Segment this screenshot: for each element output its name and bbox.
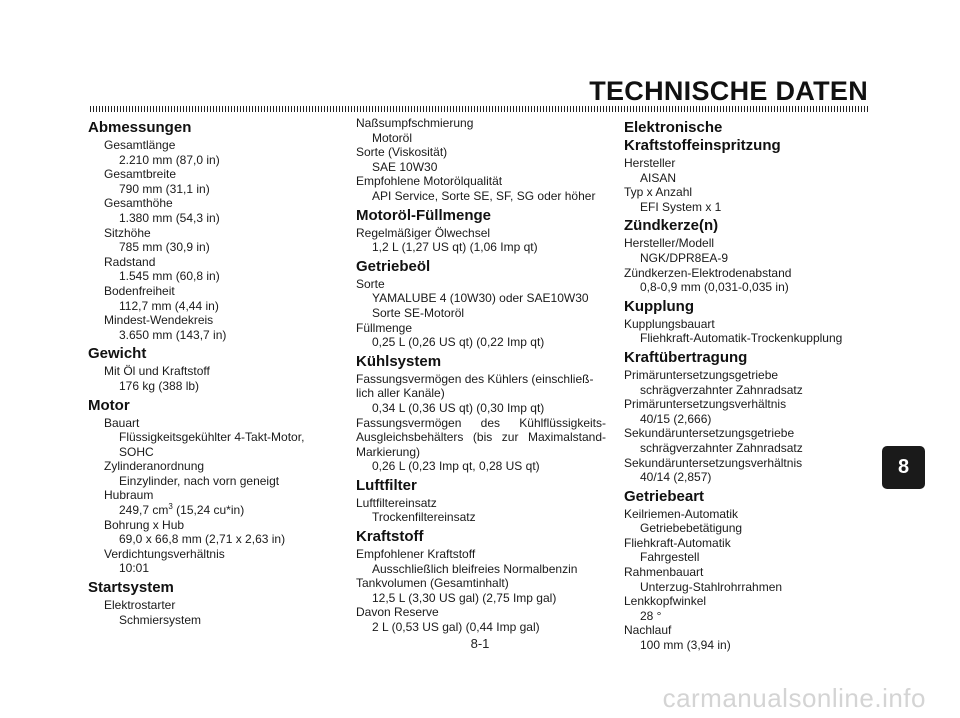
spec-label: Sorte (356, 276, 385, 291)
spec-label: Sitzhöhe (104, 225, 151, 240)
spec-label: Kupplungsbauart (624, 316, 715, 331)
title-rule (90, 106, 870, 112)
spec-label: Tankvolumen (Gesamtinhalt) (356, 576, 509, 591)
spec-value: 0,26 L (0,23 Imp qt, 0,28 US qt) (372, 459, 540, 474)
spec-value: 2.210 mm (87,0 in) (119, 152, 220, 167)
section-luftfilter: Luftfilter (356, 476, 417, 494)
section-kuehlsystem: Kühlsystem (356, 352, 442, 370)
spec-label: Luftfiltereinsatz (356, 495, 437, 510)
spec-label: Hersteller (624, 156, 676, 170)
spec-value: Sorte SE-Motoröl (372, 305, 465, 320)
spec-label: lich aller Kanäle) (356, 386, 445, 401)
spec-label: Keilriemen-Automatik (624, 506, 739, 521)
column-right (624, 116, 874, 653)
spec-label: Sorte (Viskosität) (356, 145, 448, 160)
column-middle (356, 116, 606, 635)
spec-label: Zylinderanordnung (104, 459, 205, 474)
spec-label: Empfohlene Motorölqualität (356, 174, 503, 189)
section-zuendkerze: Zündkerze(n) (624, 217, 719, 235)
spec-label: Naßsumpfschmierung (356, 116, 474, 130)
spec-label: Ausgleichsbehälters (bis zur Maximalstand- (356, 430, 606, 445)
spec-value: 1.545 mm (60,8 in) (119, 269, 220, 284)
chapter-tab[interactable]: 8 (882, 446, 925, 489)
spec-value: Einzylinder, nach vorn geneigt (119, 473, 280, 488)
spec-label: Bohrung x Hub (104, 517, 185, 532)
spec-value: 112,7 mm (4,44 in) (119, 298, 219, 313)
spec-value: Fliehkraft-Automatik-Trockenkupplung (640, 331, 843, 346)
section-motor: Motor (88, 396, 130, 414)
spec-value: 40/15 (2,666) (640, 411, 712, 426)
spec-value: 0,34 L (0,36 US qt) (0,30 Imp qt) (372, 400, 545, 415)
section-abmessungen: Abmessungen (88, 119, 192, 136)
spec-value: 1,2 L (1,27 US qt) (1,06 Imp qt) (372, 240, 538, 255)
spec-value: 1.380 mm (54,3 in) (119, 210, 220, 225)
hubraum-value-a: 249,7 cm (119, 503, 169, 518)
section-gewicht: Gewicht (88, 345, 147, 363)
spec-label: Rahmenbauart (624, 565, 704, 580)
spec-label: Gesamthöhe (104, 196, 173, 211)
spec-label: Elektrostarter (104, 598, 176, 613)
spec-label: Regelmäßiger Ölwechsel (356, 225, 491, 240)
section-startsystem: Startsystem (88, 579, 174, 597)
spec-label: Markierung) (356, 444, 421, 459)
spec-value: Schmiersystem (119, 612, 202, 627)
spec-label: Sekundäruntersetzungsverhältnis (624, 455, 803, 470)
spec-label: Gesamtbreite (104, 167, 177, 182)
spec-label: Empfohlener Kraftstoff (356, 547, 476, 562)
spec-value: Getriebebetätigung (640, 521, 743, 536)
spec-label: Fassungsvermögen des Kühlflüssigkeits- (356, 415, 606, 430)
spec-value: SAE 10W30 (372, 159, 438, 174)
spec-value: 790 mm (31,1 in) (119, 181, 210, 196)
spec-value: Trockenfiltereinsatz (372, 510, 476, 525)
spec-label: Bauart (104, 415, 140, 430)
spec-label: Lenkkopfwinkel (624, 594, 707, 609)
spec-label: Bodenfreiheit (104, 283, 175, 298)
spec-label: Primäruntersetzungsgetriebe (624, 367, 779, 382)
spec-value: YAMALUBE 4 (10W30) oder SAE10W30 (372, 291, 589, 306)
spec-label: Sekundäruntersetzungsgetriebe (624, 426, 795, 441)
spec-label: Hubraum (104, 488, 154, 503)
spec-label: Fassungsvermögen des Kühlers (einschließ- (356, 371, 594, 386)
spec-value: 0,25 L (0,26 US qt) (0,22 Imp qt) (372, 335, 545, 350)
spec-value: 3.650 mm (143,7 in) (119, 327, 227, 342)
spec-value: 69,0 x 66,8 mm (2,71 x 2,63 in) (119, 532, 286, 547)
spec-value: NGK/DPR8EA-9 (640, 250, 729, 265)
spec-value: API Service, Sorte SE, SF, SG oder höher (372, 188, 596, 203)
spec-label: Typ x Anzahl (624, 185, 693, 200)
spec-value: Fahrgestell (640, 550, 700, 565)
spec-label: Mindest-Wendekreis (104, 313, 214, 328)
spec-label: Verdichtungsverhältnis (104, 546, 225, 561)
spec-label: Füllmenge (356, 320, 413, 335)
hubraum-superscript: 3 (168, 502, 173, 512)
page-number: 8-1 (470, 636, 490, 651)
page-title: TECHNISCHE DATEN (589, 76, 868, 106)
spec-value: 28 ° (640, 608, 662, 623)
spec-label: Gesamtlänge (104, 138, 176, 152)
section-kupplung: Kupplung (624, 297, 694, 315)
column-left (88, 116, 320, 627)
spec-value: Ausschließlich bleifreies Normalbenzin (372, 561, 578, 576)
spec-value: EFI System x 1 (640, 199, 722, 214)
spec-value: 10:01 (119, 561, 150, 576)
section-kraftstoff: Kraftstoff (356, 528, 424, 546)
spec-value: schrägverzahnter Zahnradsatz (640, 382, 803, 397)
spec-value: 100 mm (3,94 in) (640, 638, 731, 653)
spec-value: 176 kg (388 lb) (119, 378, 200, 393)
spec-value: 785 mm (30,9 in) (119, 240, 210, 255)
section-getriebeart: Getriebeart (624, 487, 705, 505)
spec-value-hubraum (88, 503, 320, 518)
spec-value: AISAN (640, 170, 677, 185)
spec-label: Radstand (104, 254, 156, 269)
spec-value: Motoröl (372, 130, 413, 145)
section-einspritzung: Elektronische Kraftstoffeinspritzung (624, 119, 781, 154)
spec-label: Hersteller/Modell (624, 236, 715, 251)
spec-label: Fliehkraft-Automatik (624, 535, 731, 550)
watermark: carmanualsonline.info (662, 683, 926, 713)
spec-label: Nachlauf (624, 623, 672, 638)
spec-value: 0,8-0,9 mm (0,031-0,035 in) (640, 280, 789, 295)
spec-label: Mit Öl und Kraftstoff (104, 364, 210, 379)
section-getriebeoel: Getriebeöl (356, 257, 431, 275)
spec-value: Unterzug-Stahlrohrrahmen (640, 579, 783, 594)
section-motoroel-fuellmenge: Motoröl-Füllmenge (356, 206, 491, 224)
spec-label: Zündkerzen-Elektrodenabstand (624, 265, 792, 280)
spec-value: SOHC (119, 444, 154, 459)
spec-value: Flüssigkeitsgekühlter 4-Takt-Motor, (119, 430, 305, 445)
spec-value: 2 L (0,53 US gal) (0,44 Imp gal) (372, 620, 540, 635)
spec-label: Davon Reserve (356, 605, 439, 620)
spec-value: schrägverzahnter Zahnradsatz (640, 440, 803, 455)
hubraum-value-b: (15,24 cu*in) (172, 503, 245, 518)
spec-value: 40/14 (2,857) (640, 470, 712, 485)
section-kraftuebertragung: Kraftübertragung (624, 348, 748, 366)
spec-value: 12,5 L (3,30 US gal) (2,75 Imp gal) (372, 590, 557, 605)
spec-label: Primäruntersetzungsverhältnis (624, 397, 787, 412)
